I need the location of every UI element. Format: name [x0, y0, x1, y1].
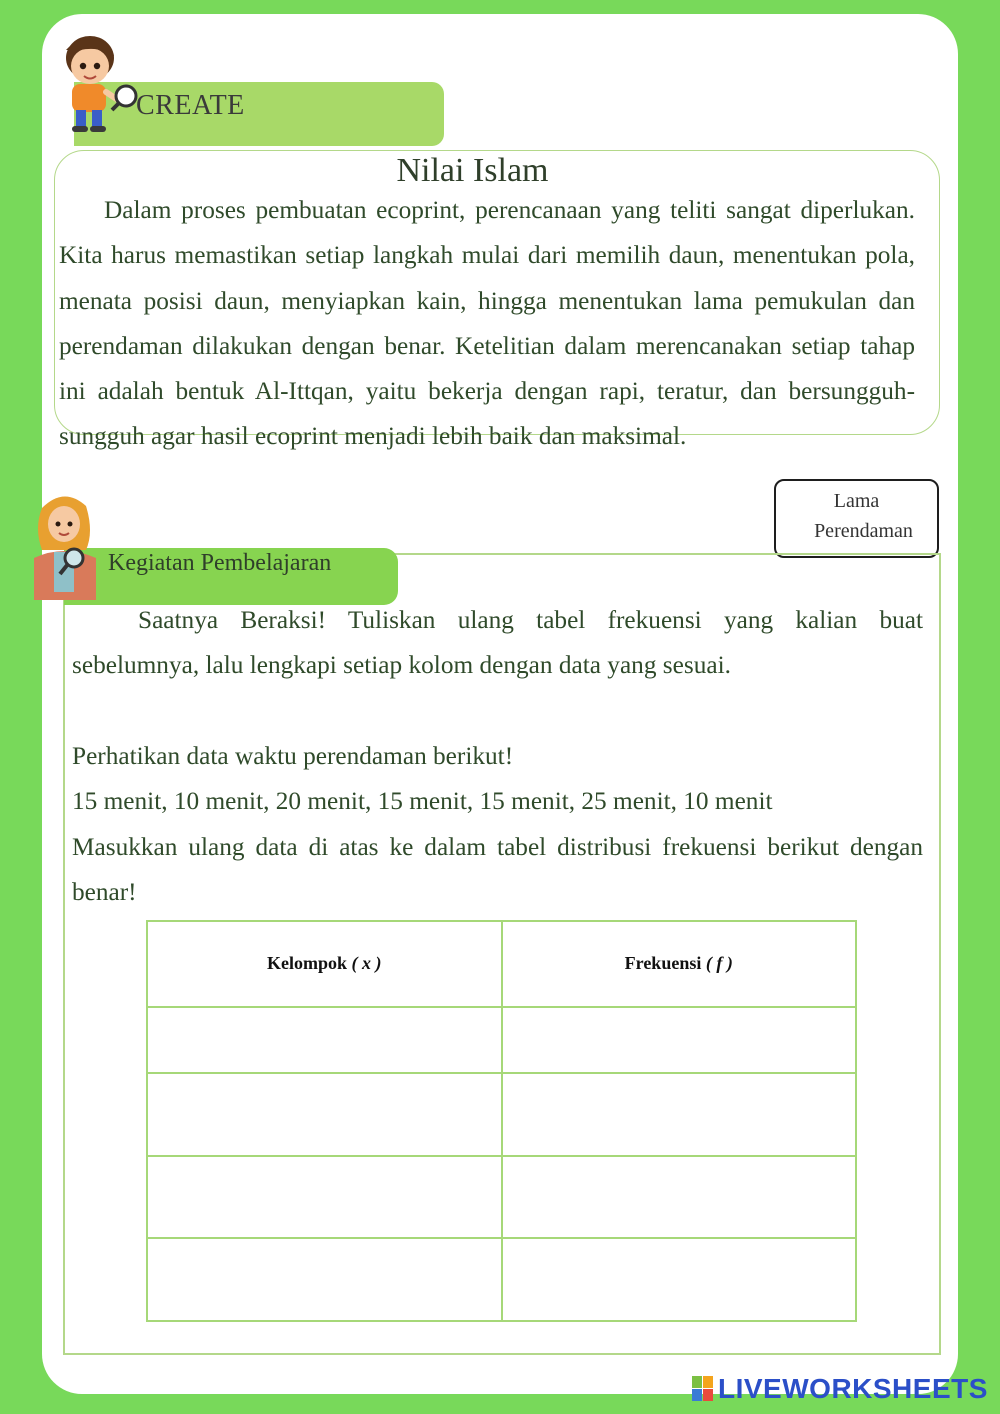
data-values-line: 15 menit, 10 menit, 20 menit, 15 menit, 15 menit, 25 menit, 10 menit — [72, 787, 773, 816]
frekuensi-input[interactable] — [503, 1008, 856, 1072]
kelompok-cell[interactable] — [147, 1238, 502, 1321]
kelompok-cell[interactable] — [147, 1073, 502, 1156]
frekuensi-input[interactable] — [503, 1239, 856, 1320]
header-kelompok: Kelompok ( x ) — [147, 921, 502, 1007]
kelompok-input[interactable] — [148, 1239, 501, 1320]
kelompok-cell[interactable] — [147, 1007, 502, 1073]
kelompok-input[interactable] — [148, 1157, 501, 1238]
frekuensi-input[interactable] — [503, 1157, 856, 1238]
label-box-line2: Perendaman — [814, 520, 913, 542]
kelompok-input[interactable] — [148, 1008, 501, 1072]
task-instruction: Masukkan ulang data di atas ke dalam tabel distribusi frekuensi berikut dengan benar! — [72, 832, 923, 906]
liveworksheets-logo-icon — [692, 1376, 714, 1402]
table-row — [147, 1073, 856, 1156]
table-header-row — [147, 921, 856, 1007]
activity-instruction: Saatnya Beraksi! Tuliskan ulang tabel frekuensi yang kalian buat sebelumnya, lalu lengkapi setiap kolom dengan data yang sesuai. — [72, 606, 923, 680]
table-row — [147, 1156, 856, 1239]
kelompok-input[interactable] — [148, 1074, 501, 1155]
activity-body — [72, 734, 923, 915]
nilai-islam-paragraph: Dalam proses pembuatan ecoprint, perencanaan yang teliti sangat diperlukan. Kita harus memastikan setiap langkah mulai dari memilih daun, menentukan pola, menata posisi daun, menyiapkan kain, hingga menentukan lama pemukulan dan perendaman dilakukan dengan benar. Ketelitian dalam merencanakan setiap tahap ini adalah bentuk Al-Ittqan, yaitu bekerja dengan rapi, teratur, dan bersungguh-sungguh agar hasil ecoprint menjadi lebih baik dan maksimal. — [59, 196, 915, 451]
frekuensi-cell[interactable] — [502, 1156, 857, 1239]
frekuensi-cell[interactable] — [502, 1238, 857, 1321]
liveworksheets-brand-text: LIVEWORKSHEETS — [718, 1373, 988, 1404]
frekuensi-cell[interactable] — [502, 1007, 857, 1073]
girl-magnifier-illustration-icon — [24, 488, 106, 604]
label-box-line1: Lama — [833, 490, 880, 512]
lama-perendaman-label-box[interactable] — [774, 479, 939, 558]
frequency-table — [146, 920, 857, 1322]
kelompok-cell[interactable] — [147, 1156, 502, 1239]
nilai-islam-title: Nilai Islam — [396, 152, 549, 189]
boy-magnifier-illustration-icon — [50, 28, 146, 138]
activity-banner-label: Kegiatan Pembelajaran — [108, 550, 332, 576]
frekuensi-input[interactable] — [503, 1074, 856, 1155]
table-row — [147, 1238, 856, 1321]
table-row — [147, 1007, 856, 1073]
frekuensi-cell[interactable] — [502, 1073, 857, 1156]
data-prompt: Perhatikan data waktu perendaman berikut! — [72, 742, 514, 770]
header-frekuensi: Frekuensi ( f ) — [502, 921, 857, 1007]
liveworksheets-logo[interactable] — [692, 1373, 988, 1405]
create-label: CREATE — [136, 90, 245, 121]
